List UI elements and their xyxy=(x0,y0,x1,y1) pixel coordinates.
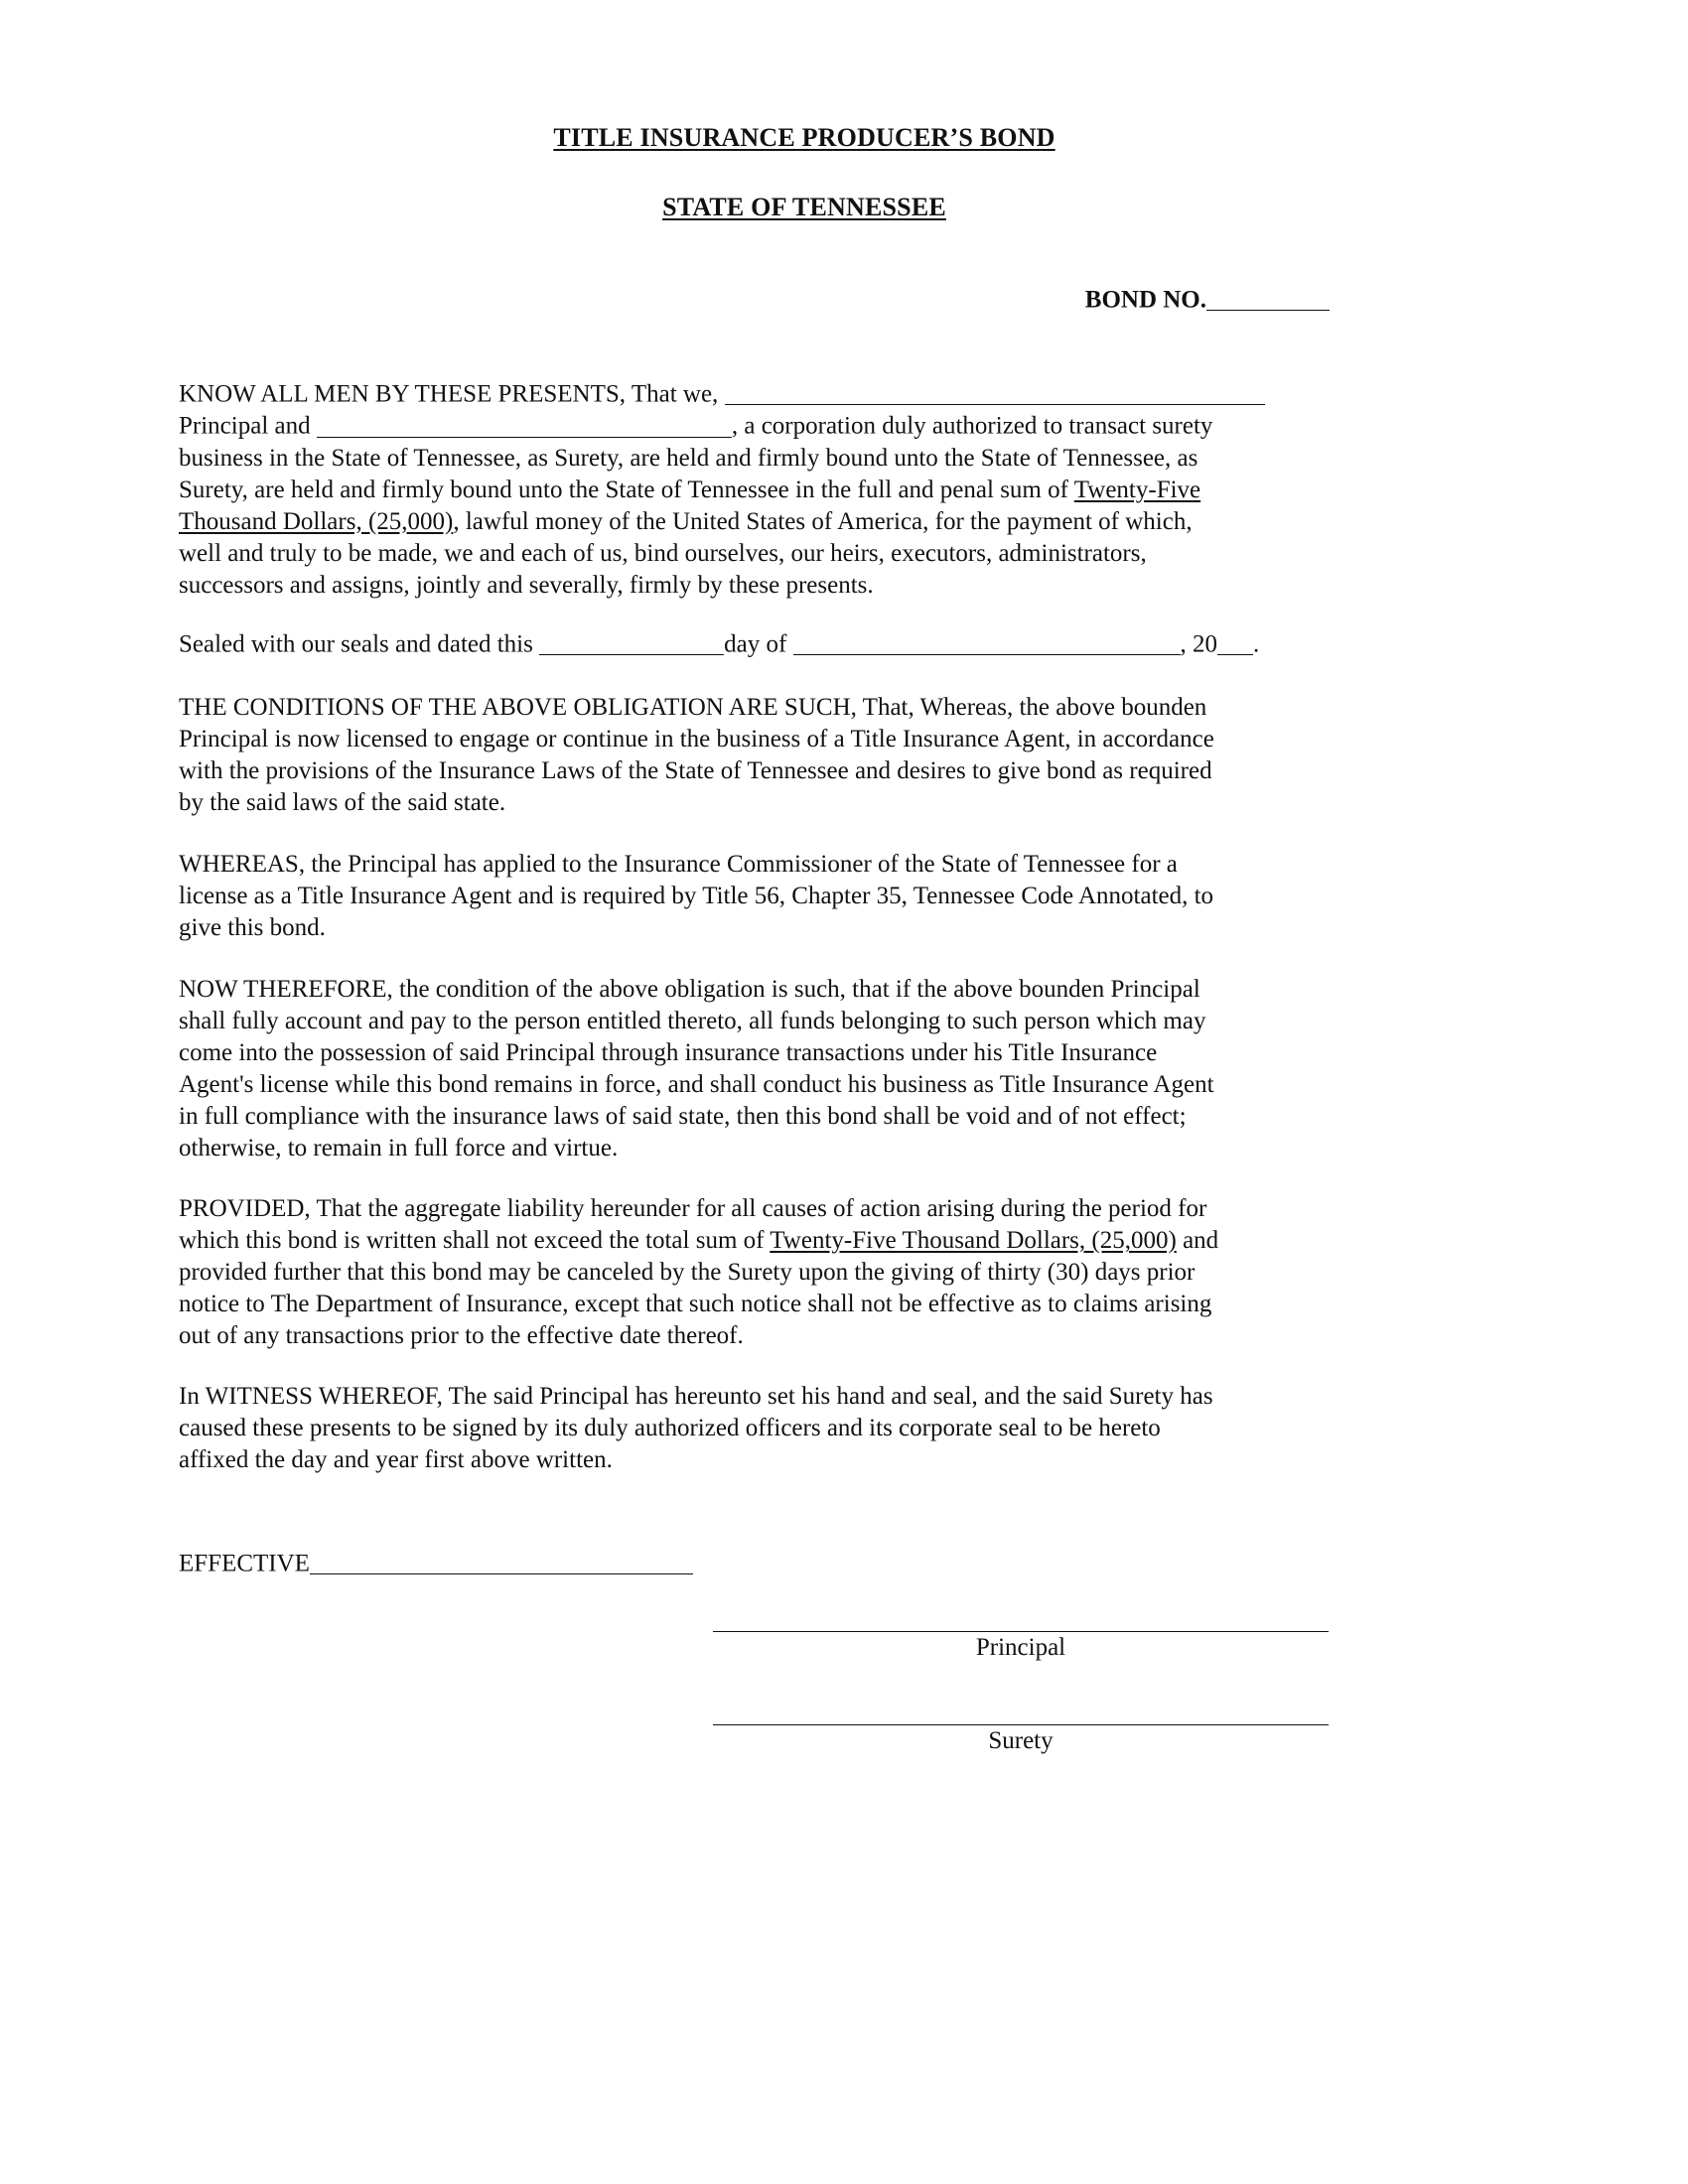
text-line: affixed the day and year first above written. xyxy=(179,1446,613,1473)
text-line: PROVIDED, That the aggregate liability hereunder for all causes of action arising during the period for xyxy=(179,1195,1207,1222)
effective-date-field xyxy=(179,1548,693,1577)
text-line: In WITNESS WHEREOF, The said Principal has hereunto set his hand and seal, and the said Surety has xyxy=(179,1383,1213,1410)
text-line: Agent's license while this bond remains in force, and shall conduct his business as Title Insurance Agent xyxy=(179,1071,1214,1098)
principal-label: Principal xyxy=(975,1634,1066,1661)
text-line: out of any transactions prior to the effective date thereof. xyxy=(179,1322,744,1349)
effective-date-blank[interactable] xyxy=(310,1548,693,1574)
month-blank[interactable] xyxy=(793,628,1181,655)
text-line: KNOW ALL MEN BY THESE PRESENTS, That we, xyxy=(179,378,1331,410)
text-line: well and truly to be made, we and each of us, bind ourselves, our heirs, executors, administrators, xyxy=(179,539,1147,567)
text-line: license as a Title Insurance Agent and is required by Title 56, Chapter 35, Tennessee Code Annotated, to xyxy=(179,883,1214,909)
text-line: Thousand Dollars, (25,000), lawful money of the United States of America, for the payment of which, xyxy=(179,507,1193,535)
text-line: shall fully account and pay to the person entitled thereto, all funds belonging to such person which may xyxy=(179,1008,1206,1034)
know-all-men-paragraph xyxy=(179,378,1331,602)
text-line: caused these presents to be signed by its duly authorized officers and its corporate seal to be hereto xyxy=(179,1415,1161,1441)
whereas-paragraph xyxy=(179,849,1331,944)
text-line: Principal and , a corporation duly authorized to transact surety xyxy=(179,410,1331,442)
now-therefore-paragraph xyxy=(179,974,1331,1164)
principal-signature-line[interactable] xyxy=(713,1631,1329,1632)
text-line: come into the possession of said Principal through insurance transactions under his Title Insurance xyxy=(179,1039,1158,1066)
text-line: by the said laws of the said state. xyxy=(179,789,506,816)
effective-label: EFFECTIVE xyxy=(179,1550,310,1577)
text-line: which this bond is written shall not exceed the total sum of Twenty-Five Thousand Dollars, (25,000) and xyxy=(179,1227,1219,1254)
text-line: business in the State of Tennessee, as Surety, are held and firmly bound unto the State of Tennessee, as xyxy=(179,444,1198,472)
surety-signature-line[interactable] xyxy=(713,1724,1329,1725)
text-line: with the provisions of the Insurance Laws of the State of Tennessee and desires to give bond as required xyxy=(179,757,1212,784)
document-title: TITLE INSURANCE PRODUCER’S BOND xyxy=(553,123,1055,152)
witness-paragraph xyxy=(179,1381,1331,1476)
bond-number-label: BOND NO. xyxy=(1084,286,1206,314)
text-line: WHEREAS, the Principal has applied to the Insurance Commissioner of the State of Tennessee for a xyxy=(179,851,1178,878)
sealed-dated-line: Sealed with our seals and dated this day of , 20 . xyxy=(179,628,1331,660)
day-blank[interactable] xyxy=(539,628,724,655)
text-line: in full compliance with the insurance laws of said state, then this bond shall be void and of not effect; xyxy=(179,1103,1187,1130)
document-subtitle: STATE OF TENNESSEE xyxy=(662,193,946,221)
principal-name-blank[interactable] xyxy=(725,378,1265,405)
bond-number-blank[interactable] xyxy=(1206,284,1330,311)
text-line: Surety, are held and firmly bound unto the State of Tennessee in the full and penal sum of Twenty-Five xyxy=(179,476,1201,503)
text-line: give this bond. xyxy=(179,914,326,941)
text-line: provided further that this bond may be canceled by the Surety upon the giving of thirty (30) days prior xyxy=(179,1259,1196,1286)
text-line: otherwise, to remain in full force and virtue. xyxy=(179,1135,619,1161)
bond-number xyxy=(1085,284,1330,314)
surety-label: Surety xyxy=(988,1727,1054,1754)
text-line: successors and assigns, jointly and severally, firmly by these presents. xyxy=(179,571,874,599)
text-line: THE CONDITIONS OF THE ABOVE OBLIGATION ARE SUCH, That, Whereas, the above bounden xyxy=(179,694,1207,721)
provided-paragraph xyxy=(179,1193,1331,1352)
surety-name-blank[interactable] xyxy=(317,410,732,437)
text-line: NOW THEREFORE, the condition of the above obligation is such, that if the above bounden Principal xyxy=(179,976,1200,1003)
year-blank[interactable] xyxy=(1217,628,1253,655)
text-line: Principal is now licensed to engage or continue in the business of a Title Insurance Agent, in accordance xyxy=(179,726,1214,752)
conditions-paragraph xyxy=(179,692,1331,819)
text-line: notice to The Department of Insurance, except that such notice shall not be effective as to claims arising xyxy=(179,1291,1212,1317)
